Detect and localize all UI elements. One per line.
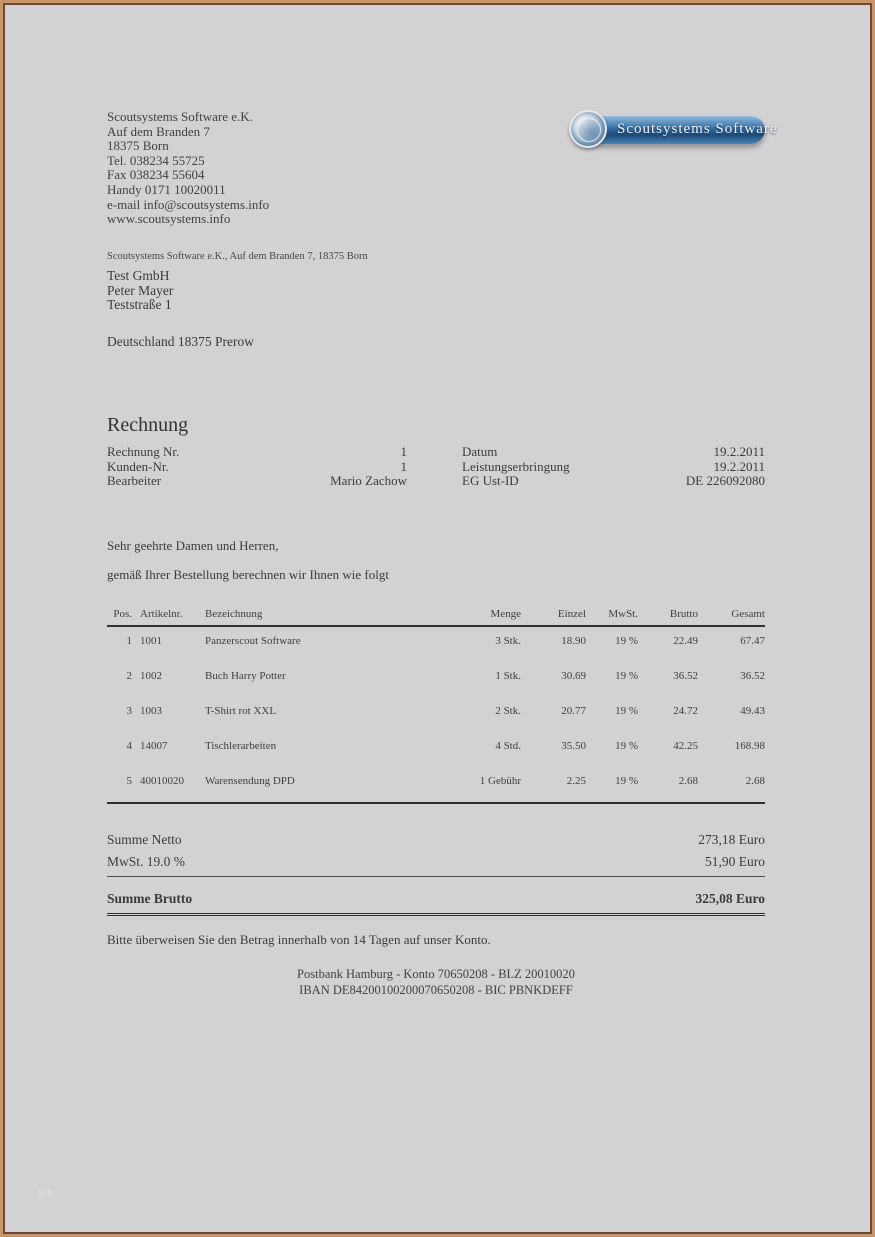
company-fax: Fax 038234 55604 xyxy=(107,167,205,183)
cell-gesamt: 67.47 xyxy=(740,635,765,647)
sender-return-line: Scoutsystems Software e.K., Auf dem Branden 7, 18375 Born xyxy=(107,251,368,262)
meta-row-customer-number xyxy=(107,460,407,475)
cell-pos: 2 xyxy=(126,670,132,682)
total-mwst-value: 51,90 Euro xyxy=(705,854,765,869)
meta-row-invoice-number xyxy=(107,445,407,460)
cell-artikelnr: 40010020 xyxy=(140,775,184,787)
meta-value: 19.2.2011 xyxy=(713,444,765,459)
total-mwst-label: MwSt. 19.0 % xyxy=(107,854,186,869)
meta-row-clerk xyxy=(107,474,407,489)
table-row xyxy=(107,627,765,662)
line-items-table xyxy=(107,608,765,804)
intro-line: gemäß Ihrer Bestellung berechnen wir Ihnen wie folgt xyxy=(107,567,389,582)
cell-einzel: 18.90 xyxy=(561,635,586,647)
cell-pos: 1 xyxy=(126,635,132,647)
total-mwst-row xyxy=(107,851,765,877)
table-bottom-rule xyxy=(107,802,765,804)
meta-value: Mario Zachow xyxy=(330,473,407,489)
total-netto-label: Summe Netto xyxy=(107,832,182,847)
cell-bezeichnung: T-Shirt rot XXL xyxy=(205,705,277,717)
table-row xyxy=(107,732,765,767)
company-address-block xyxy=(107,110,269,227)
cell-einzel: 35.50 xyxy=(561,740,586,752)
cell-gesamt: 2.68 xyxy=(745,775,765,787)
cell-gesamt: 36.52 xyxy=(740,670,765,682)
company-street: Auf dem Branden 7 xyxy=(107,123,210,139)
meta-label: Rechnung Nr. xyxy=(107,444,180,459)
recipient-country-line: Deutschland 18375 Prerow xyxy=(107,334,254,349)
cell-artikelnr: 1001 xyxy=(140,635,162,647)
cell-brutto: 42.25 xyxy=(673,740,698,752)
col-header-gesamt: Gesamt xyxy=(731,608,765,620)
cell-einzel: 2.25 xyxy=(566,775,586,787)
recipient-street: Teststraße 1 xyxy=(107,297,172,313)
cell-brutto: 2.68 xyxy=(678,775,698,787)
cell-menge: 1 Stk. xyxy=(495,670,521,682)
payment-note: Bitte überweisen Sie den Betrag innerhalb von 14 Tagen auf unser Konto. xyxy=(107,932,491,947)
recipient-person: Peter Mayer xyxy=(107,282,174,298)
bank-iban-line: IBAN DE84200100200070650208 - BIC PBNKDEFF xyxy=(299,982,573,997)
col-header-einzel: Einzel xyxy=(557,608,586,620)
col-header-menge: Menge xyxy=(490,608,521,620)
col-header-mwst: MwSt. xyxy=(608,608,638,620)
meta-left-column xyxy=(107,445,407,489)
company-mobile: Handy 0171 10020011 xyxy=(107,181,226,197)
cell-artikelnr: 1003 xyxy=(140,705,162,717)
greeting-line: Sehr geehrte Damen und Herren, xyxy=(107,538,279,553)
totals-section xyxy=(107,829,765,916)
cell-gesamt: 49.43 xyxy=(740,705,765,717)
bank-account-line: Postbank Hamburg - Konto 70650208 - BLZ 20010020 xyxy=(297,967,575,981)
cell-pos: 3 xyxy=(126,705,132,717)
col-header-brutto: Brutto xyxy=(669,608,698,620)
cell-brutto: 36.52 xyxy=(673,670,698,682)
cell-gesamt: 168.98 xyxy=(734,740,765,752)
page-number: 1/1 xyxy=(37,1186,53,1200)
cell-einzel: 20.77 xyxy=(561,705,586,717)
meta-label: Bearbeiter xyxy=(107,473,162,489)
cell-menge: 4 Std. xyxy=(495,740,521,752)
cell-pos: 5 xyxy=(126,775,132,787)
meta-value: 19.2.2011 xyxy=(713,458,765,474)
cell-bezeichnung: Buch Harry Potter xyxy=(205,670,286,682)
table-row xyxy=(107,697,765,732)
cell-artikelnr: 1002 xyxy=(140,670,162,682)
meta-value: 1 xyxy=(400,458,407,474)
table-row xyxy=(107,662,765,697)
cell-mwst: 19 % xyxy=(615,775,638,787)
total-brutto-row xyxy=(107,888,765,916)
cell-mwst: 19 % xyxy=(615,635,638,647)
company-website: www.scoutsystems.info xyxy=(107,211,231,227)
total-netto-row xyxy=(107,829,765,851)
recipient-company: Test GmbH xyxy=(107,268,170,283)
cell-mwst: 19 % xyxy=(615,705,638,717)
cell-bezeichnung: Tischlerarbeiten xyxy=(205,740,277,752)
company-phone: Tel. 038234 55725 xyxy=(107,152,205,168)
invoice-page xyxy=(3,3,872,1234)
invoice-meta xyxy=(107,445,765,489)
meta-row-vat-id xyxy=(462,474,765,489)
col-header-pos: Pos. xyxy=(113,608,132,620)
cell-bezeichnung: Warensendung DPD xyxy=(205,775,295,787)
cell-menge: 2 Stk. xyxy=(495,705,521,717)
col-header-bezeichnung: Bezeichnung xyxy=(205,608,263,620)
company-logo xyxy=(565,109,778,153)
cell-mwst: 19 % xyxy=(615,670,638,682)
cell-pos: 4 xyxy=(126,740,132,752)
cell-artikelnr: 14007 xyxy=(140,740,168,752)
col-header-artikelnr: Artikelnr. xyxy=(140,608,183,620)
meta-label: Kunden-Nr. xyxy=(107,458,169,474)
company-city: 18375 Born xyxy=(107,138,169,154)
meta-row-date xyxy=(462,445,765,460)
bank-details xyxy=(107,967,765,998)
cell-bezeichnung: Panzerscout Software xyxy=(205,635,301,647)
cell-einzel: 30.69 xyxy=(561,670,586,682)
total-brutto-label: Summe Brutto xyxy=(107,891,193,906)
company-name: Scoutsystems Software e.K. xyxy=(107,109,253,124)
total-brutto-value: 325,08 Euro xyxy=(695,891,765,906)
cell-brutto: 24.72 xyxy=(673,705,698,717)
meta-right-column xyxy=(462,445,765,489)
meta-value: DE 226092080 xyxy=(685,473,765,489)
logo-text: Scoutsystems Software xyxy=(617,121,778,137)
table-header-row xyxy=(107,608,765,627)
meta-label: EG Ust-ID xyxy=(462,473,519,489)
meta-label: Leistungserbringung xyxy=(462,458,570,474)
total-netto-value: 273,18 Euro xyxy=(698,832,765,847)
cell-mwst: 19 % xyxy=(615,740,638,752)
cell-brutto: 22.49 xyxy=(673,635,698,647)
cell-menge: 3 Stk. xyxy=(495,635,521,647)
recipient-address-block xyxy=(107,269,173,313)
meta-value: 1 xyxy=(400,444,407,459)
globe-icon xyxy=(569,110,607,148)
cell-menge: 1 Gebühr xyxy=(479,775,521,787)
table-row xyxy=(107,767,765,802)
meta-row-service-date xyxy=(462,460,765,475)
document-title: Rechnung xyxy=(107,414,189,436)
company-email: e-mail info@scoutsystems.info xyxy=(107,196,270,212)
meta-label: Datum xyxy=(462,444,498,459)
